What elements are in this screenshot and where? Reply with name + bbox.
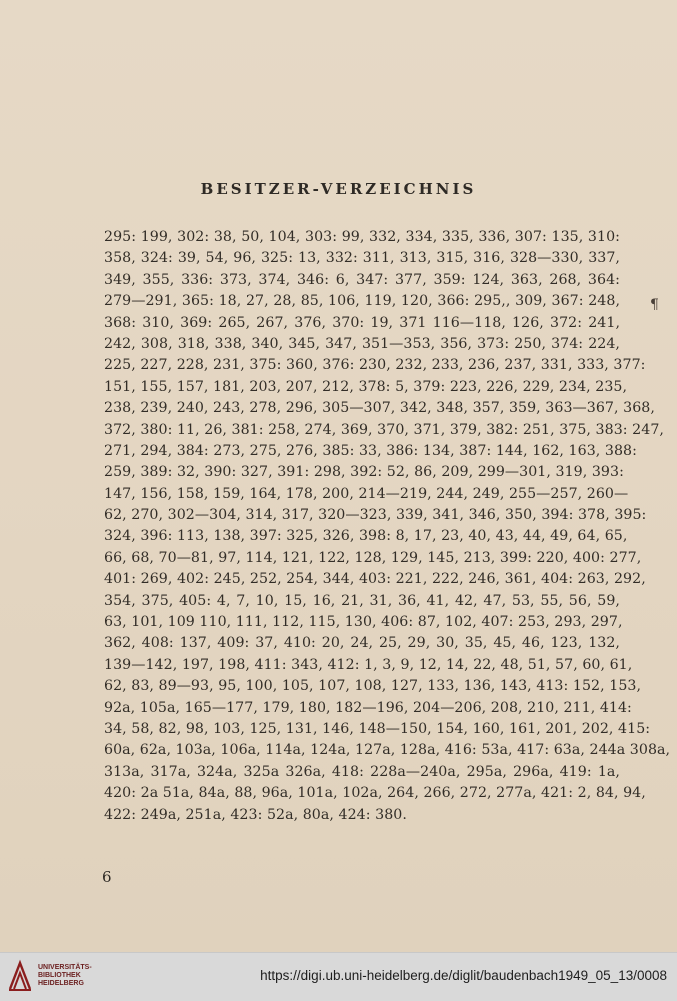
index-line: 368: 310, 369: 265, 267, 376, 370: 19, 371 116—118, 126, 372: 241, — [104, 314, 620, 331]
index-line: 313a, 317a, 324a, 325a 326a, 418: 228a—240a, 295a, 296a, 419: 1a, — [104, 763, 620, 780]
index-line: 349, 355, 336: 373, 374, 346: 6, 347: 377, 359: 124, 363, 268, 364: — [104, 271, 620, 288]
margin-mark: ¶ — [650, 297, 659, 313]
index-line: 60a, 62a, 103a, 106a, 114a, 124a, 127a, 128a, 416: 53a, 417: 63a, 244a 308a, — [104, 742, 671, 759]
index-line: 92a, 105a, 165—177, 179, 180, 182—196, 204—206, 208, 210, 211, 414: — [104, 699, 632, 716]
index-line: 279—291, 365: 18, 27, 28, 85, 106, 119, 120, 366: 295,, 309, 367: 248, — [104, 293, 620, 310]
index-text-block — [104, 227, 671, 826]
index-line: 358, 324: 39, 54, 96, 325: 13, 332: 311, 313, 315, 316, 328—330, 337, — [104, 250, 620, 267]
library-name[interactable] — [38, 964, 92, 988]
page-number: 6 — [102, 868, 112, 886]
index-line: 139—142, 197, 198, 411: 343, 412: 1, 3, 9, 12, 14, 22, 48, 51, 57, 60, 61, — [104, 656, 633, 673]
index-line: 34, 58, 82, 98, 103, 125, 131, 146, 148—150, 154, 160, 161, 201, 202, 415: — [104, 720, 651, 737]
index-line: 259, 389: 32, 390: 327, 391: 298, 392: 52, 86, 209, 299—301, 319, 393: — [104, 464, 624, 481]
index-line: 362, 408: 137, 409: 37, 410: 20, 24, 25, 29, 30, 35, 45, 46, 123, 132, — [104, 635, 620, 652]
index-line: 422: 249a, 251a, 423: 52a, 80a, 424: 380. — [104, 806, 407, 823]
index-line: 238, 239, 240, 243, 278, 296, 305—307, 342, 348, 357, 359, 363—367, 368, — [104, 400, 655, 417]
library-name-line: HEIDELBERG — [38, 980, 84, 987]
index-line: 372, 380: 11, 26, 381: 258, 274, 369, 370, 371, 379, 382: 251, 375, 383: 247, — [104, 421, 664, 438]
library-name-line: UNIVERSITÄTS- — [38, 964, 92, 971]
index-line: 66, 68, 70—81, 97, 114, 121, 122, 128, 129, 145, 213, 399: 220, 400: 277, — [104, 549, 642, 566]
index-line: 324, 396: 113, 138, 397: 325, 326, 398: 8, 17, 23, 40, 43, 44, 49, 64, 65, — [104, 528, 628, 545]
page-heading: BESITZER-VERZEICHNIS — [200, 180, 477, 198]
index-line: 147, 156, 158, 159, 164, 178, 200, 214—219, 244, 249, 255—257, 260— — [104, 485, 629, 502]
index-line: 295: 199, 302: 38, 50, 104, 303: 99, 332, 334, 335, 336, 307: 135, 310: — [104, 229, 620, 245]
university-library-logo-icon[interactable] — [8, 959, 32, 993]
index-line: 354, 375, 405: 4, 7, 10, 15, 16, 21, 31, 36, 41, 42, 47, 53, 55, 56, 59, — [104, 592, 620, 609]
index-line: 401: 269, 402: 245, 252, 254, 344, 403: 221, 222, 246, 361, 404: 263, 292, — [104, 571, 646, 588]
footer-bar — [0, 952, 677, 1001]
index-line: 242, 308, 318, 338, 340, 345, 347, 351—353, 356, 373: 250, 374: 224, — [104, 335, 620, 352]
index-line: 420: 2a 51a, 84a, 88, 96a, 101a, 102a, 264, 266, 272, 277a, 421: 2, 84, 94, — [104, 785, 646, 802]
index-line: 63, 101, 109 110, 111, 112, 115, 130, 406: 87, 102, 407: 253, 293, 297, — [104, 614, 623, 631]
index-line: 225, 227, 228, 231, 375: 360, 376: 230, 232, 233, 236, 237, 331, 333, 377: — [104, 357, 646, 374]
index-line: 151, 155, 157, 181, 203, 207, 212, 378: 5, 379: 223, 226, 229, 234, 235, — [104, 378, 628, 395]
index-line: 271, 294, 384: 273, 275, 276, 385: 33, 386: 134, 387: 144, 162, 163, 388: — [104, 442, 637, 459]
library-name-line: BIBLIOTHEK — [38, 972, 81, 979]
index-line: 62, 83, 89—93, 95, 100, 105, 107, 108, 127, 133, 136, 143, 413: 152, 153, — [104, 678, 642, 695]
permalink-url[interactable]: https://digi.ub.uni-heidelberg.de/diglit/baudenbach1949_05_13/0008 — [260, 968, 667, 983]
index-line: 62, 270, 302—304, 314, 317, 320—323, 339, 341, 346, 350, 394: 378, 395: — [104, 507, 647, 524]
